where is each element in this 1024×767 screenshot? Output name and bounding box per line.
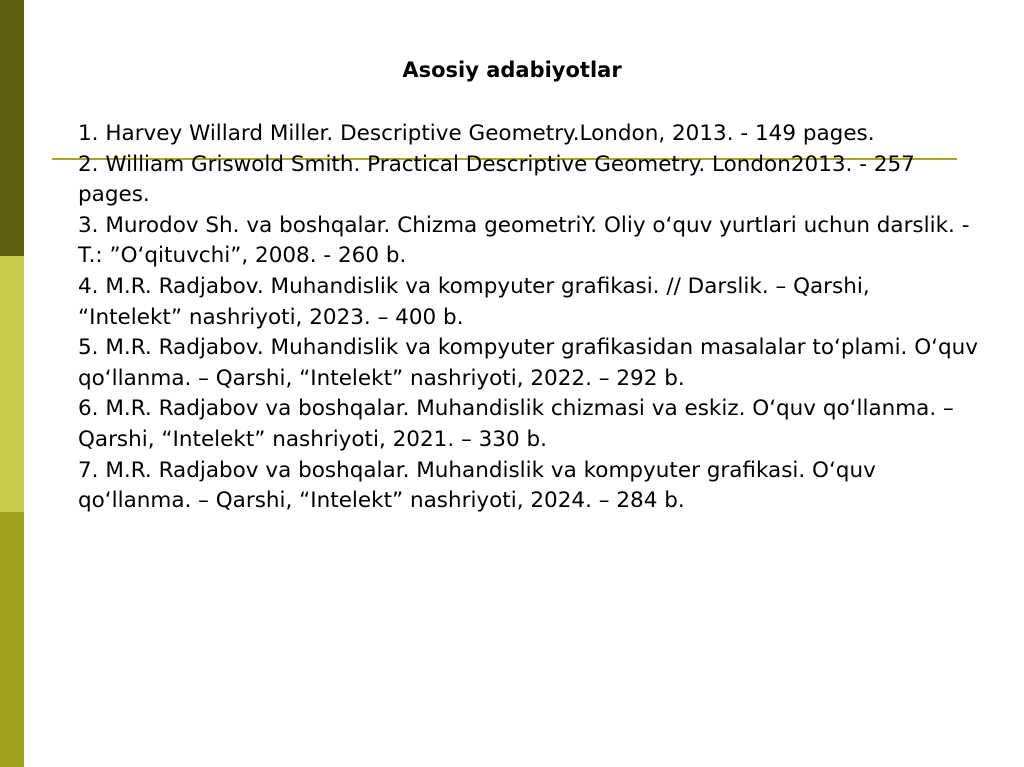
reference-item-5: 5. M.R. Radjabov. Muhandislik va kompyuter grafikasidan masalalar to‘plami. O‘quv qo‘llanma. – Qarshi, “Intelekt” nashriyoti, 2022. – 292 b. — [78, 335, 978, 391]
reference-item-1: 1. Harvey Willard Miller. Descriptive Geometry.London, 2013. - 149 pages. — [78, 121, 875, 146]
left-accent-bar-bottom — [0, 512, 24, 767]
reference-list — [78, 119, 978, 517]
reference-item-7: 7. M.R. Radjabov va boshqalar. Muhandislik va kompyuter grafikasi. O‘quv qo‘llanma. – Qarshi, “Intelekt” nashriyoti, 2024. – 284 b. — [78, 457, 876, 514]
left-accent-bar-top — [0, 0, 24, 256]
reference-item-4: 4. M.R. Radjabov. Muhandislik va kompyuter grafikasi. // Darslik. – Qarshi, “Intelekt” nashriyoti, 2023. – 400 b. — [78, 273, 870, 330]
left-accent-bar-middle — [0, 256, 24, 512]
reference-item-2: 2. William Griswold Smith. Practical Descriptive Geometry. London2013. - 257 pages. — [78, 151, 915, 208]
reference-item-6: 6. M.R. Radjabov va boshqalar. Muhandislik chizmasi va eskiz. O‘quv qo‘llanma. – Qarshi, “Intelekt” nashriyoti, 2021. – 330 b. — [78, 396, 954, 452]
reference-item-3: 3. Murodov Sh. va boshqalar. Chizma geometriY. Oliy o‘quv yurtlari uchun darslik. -T.: ”O‘qituvchi”, 2008. - 260 b. — [78, 212, 970, 269]
slide-title: Asosiy adabiyotlar — [402, 58, 622, 82]
